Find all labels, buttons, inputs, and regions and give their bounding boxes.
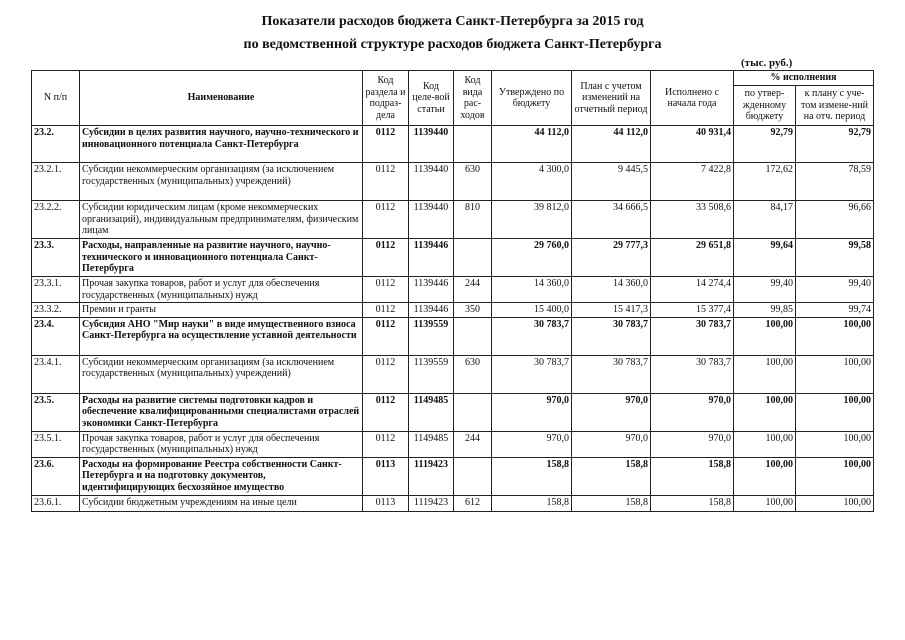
- header-executed: Исполнено с начала года: [651, 71, 734, 126]
- cell-pct-budget: 100,00: [734, 317, 796, 355]
- cell-vid: [454, 393, 492, 431]
- cell-razdel: 0112: [363, 393, 409, 431]
- cell-stat: 1139446: [409, 303, 454, 318]
- cell-pct-plan: 100,00: [796, 495, 874, 511]
- cell-approved: 970,0: [492, 431, 572, 457]
- cell-num: 23.5.: [32, 393, 80, 431]
- cell-num: 23.3.: [32, 239, 80, 277]
- cell-pct-budget: 100,00: [734, 355, 796, 393]
- cell-pct-plan: 100,00: [796, 431, 874, 457]
- cell-stat: 1149485: [409, 431, 454, 457]
- cell-executed: 33 508,6: [651, 201, 734, 239]
- cell-razdel: 0112: [363, 163, 409, 201]
- table-row: [32, 126, 874, 163]
- table-row: [32, 277, 874, 303]
- cell-pct-budget: 100,00: [734, 457, 796, 495]
- cell-plan: 30 783,7: [572, 317, 651, 355]
- cell-num: 23.6.: [32, 457, 80, 495]
- cell-pct-budget: 99,85: [734, 303, 796, 318]
- cell-stat: 1139440: [409, 126, 454, 163]
- cell-plan: 29 777,3: [572, 239, 651, 277]
- table-row: [32, 163, 874, 201]
- cell-razdel: 0112: [363, 317, 409, 355]
- cell-razdel: 0112: [363, 431, 409, 457]
- cell-approved: 30 783,7: [492, 317, 572, 355]
- cell-pct-budget: 84,17: [734, 201, 796, 239]
- cell-vid: [454, 317, 492, 355]
- units-note: (тыс. руб.): [741, 57, 793, 69]
- table-row: [32, 355, 874, 393]
- cell-executed: 30 783,7: [651, 317, 734, 355]
- cell-num: 23.5.1.: [32, 431, 80, 457]
- cell-pct-plan: 100,00: [796, 317, 874, 355]
- table-row: [32, 495, 874, 511]
- cell-pct-plan: 96,66: [796, 201, 874, 239]
- cell-vid: 350: [454, 303, 492, 318]
- header-approved: Утверждено по бюджету: [492, 71, 572, 126]
- header-razdel: Код раздела и подраз-дела: [363, 71, 409, 126]
- cell-executed: 970,0: [651, 431, 734, 457]
- cell-approved: 970,0: [492, 393, 572, 431]
- cell-num: 23.4.: [32, 317, 80, 355]
- cell-stat: 1139559: [409, 317, 454, 355]
- cell-approved: 158,8: [492, 495, 572, 511]
- cell-executed: 30 783,7: [651, 355, 734, 393]
- cell-name: Субсидии юридическим лицам (кроме некоммерческих организаций), индивидуальным предпринимателям, физическим лицам: [80, 201, 363, 239]
- cell-approved: 39 812,0: [492, 201, 572, 239]
- cell-pct-budget: 100,00: [734, 431, 796, 457]
- cell-plan: 970,0: [572, 431, 651, 457]
- cell-razdel: 0112: [363, 303, 409, 318]
- cell-pct-plan: 92,79: [796, 126, 874, 163]
- cell-vid: 630: [454, 163, 492, 201]
- cell-executed: 7 422,8: [651, 163, 734, 201]
- cell-name: Субсидия АНО "Мир науки" в виде имущественного взноса Санкт-Петербурга на осуществление уставной деятельности: [80, 317, 363, 355]
- cell-razdel: 0113: [363, 495, 409, 511]
- document-subtitle: по ведомственной структуре расходов бюджета Санкт-Петербурга: [243, 37, 662, 52]
- cell-plan: 44 112,0: [572, 126, 651, 163]
- cell-razdel: 0113: [363, 457, 409, 495]
- cell-num: 23.3.2.: [32, 303, 80, 318]
- cell-stat: 1119423: [409, 457, 454, 495]
- cell-executed: 29 651,8: [651, 239, 734, 277]
- cell-name: Прочая закупка товаров, работ и услуг для обеспечения государственных (муниципальных) нужд: [80, 431, 363, 457]
- cell-name: Расходы на развитие системы подготовки кадров и обеспечение квалифицированными специалистами отраслей экономики Санкт-Петербурга: [80, 393, 363, 431]
- cell-name: Субсидии некоммерческим организациям (за исключением государственных (муниципальных) учреждений): [80, 355, 363, 393]
- cell-razdel: 0112: [363, 239, 409, 277]
- table-row: [32, 457, 874, 495]
- cell-stat: 1149485: [409, 393, 454, 431]
- cell-vid: 630: [454, 355, 492, 393]
- cell-plan: 14 360,0: [572, 277, 651, 303]
- cell-vid: [454, 239, 492, 277]
- cell-plan: 158,8: [572, 495, 651, 511]
- cell-executed: 40 931,4: [651, 126, 734, 163]
- cell-razdel: 0112: [363, 355, 409, 393]
- header-pct-budget: по утвер-жденному бюджету: [734, 85, 796, 125]
- cell-vid: 244: [454, 277, 492, 303]
- cell-pct-plan: 100,00: [796, 457, 874, 495]
- cell-plan: 15 417,3: [572, 303, 651, 318]
- cell-num: 23.4.1.: [32, 355, 80, 393]
- table-row: [32, 239, 874, 277]
- cell-executed: 15 377,4: [651, 303, 734, 318]
- cell-executed: 158,8: [651, 457, 734, 495]
- cell-approved: 4 300,0: [492, 163, 572, 201]
- cell-pct-plan: 99,74: [796, 303, 874, 318]
- cell-razdel: 0112: [363, 126, 409, 163]
- document-title: Показатели расходов бюджета Санкт-Петербурга за 2015 год: [261, 14, 644, 29]
- cell-name: Прочая закупка товаров, работ и услуг для обеспечения государственных (муниципальных) нужд: [80, 277, 363, 303]
- cell-pct-budget: 92,79: [734, 126, 796, 163]
- table-row: [32, 317, 874, 355]
- header-name: Наименование: [80, 71, 363, 126]
- cell-num: 23.6.1.: [32, 495, 80, 511]
- cell-pct-plan: 100,00: [796, 355, 874, 393]
- header-num: N п/п: [32, 71, 80, 126]
- cell-vid: 244: [454, 431, 492, 457]
- cell-pct-plan: 100,00: [796, 393, 874, 431]
- cell-vid: 810: [454, 201, 492, 239]
- cell-pct-budget: 172,62: [734, 163, 796, 201]
- cell-plan: 34 666,5: [572, 201, 651, 239]
- cell-stat: 1119423: [409, 495, 454, 511]
- cell-vid: [454, 457, 492, 495]
- cell-plan: 9 445,5: [572, 163, 651, 201]
- cell-name: Премии и гранты: [80, 303, 363, 318]
- cell-executed: 14 274,4: [651, 277, 734, 303]
- header-pct-group: % исполнения: [734, 71, 874, 86]
- cell-approved: 158,8: [492, 457, 572, 495]
- cell-razdel: 0112: [363, 277, 409, 303]
- budget-table: [31, 70, 874, 512]
- cell-num: 23.3.1.: [32, 277, 80, 303]
- cell-vid: 612: [454, 495, 492, 511]
- header-pct-plan: к плану с уче-том измене-ний на отч. период: [796, 85, 874, 125]
- cell-stat: 1139446: [409, 277, 454, 303]
- cell-num: 23.2.: [32, 126, 80, 163]
- cell-pct-plan: 78,59: [796, 163, 874, 201]
- cell-stat: 1139440: [409, 201, 454, 239]
- cell-num: 23.2.2.: [32, 201, 80, 239]
- cell-num: 23.2.1.: [32, 163, 80, 201]
- cell-plan: 970,0: [572, 393, 651, 431]
- cell-plan: 158,8: [572, 457, 651, 495]
- cell-approved: 29 760,0: [492, 239, 572, 277]
- cell-name: Субсидии в целях развития научного, научно-технического и инновационного потенциала Санкт-Петербурга: [80, 126, 363, 163]
- cell-approved: 44 112,0: [492, 126, 572, 163]
- cell-approved: 14 360,0: [492, 277, 572, 303]
- cell-stat: 1139440: [409, 163, 454, 201]
- cell-pct-budget: 100,00: [734, 393, 796, 431]
- cell-pct-plan: 99,40: [796, 277, 874, 303]
- cell-approved: 15 400,0: [492, 303, 572, 318]
- header-stat: Код целе-вой статьи: [409, 71, 454, 126]
- cell-stat: 1139446: [409, 239, 454, 277]
- cell-stat: 1139559: [409, 355, 454, 393]
- cell-executed: 158,8: [651, 495, 734, 511]
- cell-executed: 970,0: [651, 393, 734, 431]
- cell-vid: [454, 126, 492, 163]
- cell-pct-budget: 99,40: [734, 277, 796, 303]
- cell-pct-plan: 99,58: [796, 239, 874, 277]
- cell-name: Расходы на формирование Реестра собственности Санкт-Петербурга и на подготовку документов, идентифицирующих бесхозяйное имущество: [80, 457, 363, 495]
- table-row: [32, 201, 874, 239]
- cell-approved: 30 783,7: [492, 355, 572, 393]
- cell-razdel: 0112: [363, 201, 409, 239]
- cell-name: Расходы, направленные на развитие научного, научно-технического и инновационного потенциала Санкт-Петербурга: [80, 239, 363, 277]
- cell-pct-budget: 99,64: [734, 239, 796, 277]
- table-row: [32, 393, 874, 431]
- cell-name: Субсидии некоммерческим организациям (за исключением государственных (муниципальных) учреждений): [80, 163, 363, 201]
- cell-pct-budget: 100,00: [734, 495, 796, 511]
- table-row: [32, 431, 874, 457]
- cell-name: Субсидии бюджетным учреждениям на иные цели: [80, 495, 363, 511]
- cell-plan: 30 783,7: [572, 355, 651, 393]
- header-plan: План с учетом изменений на отчетный период: [572, 71, 651, 126]
- header-vid: Код вида рас-ходов: [454, 71, 492, 126]
- table-row: [32, 303, 874, 318]
